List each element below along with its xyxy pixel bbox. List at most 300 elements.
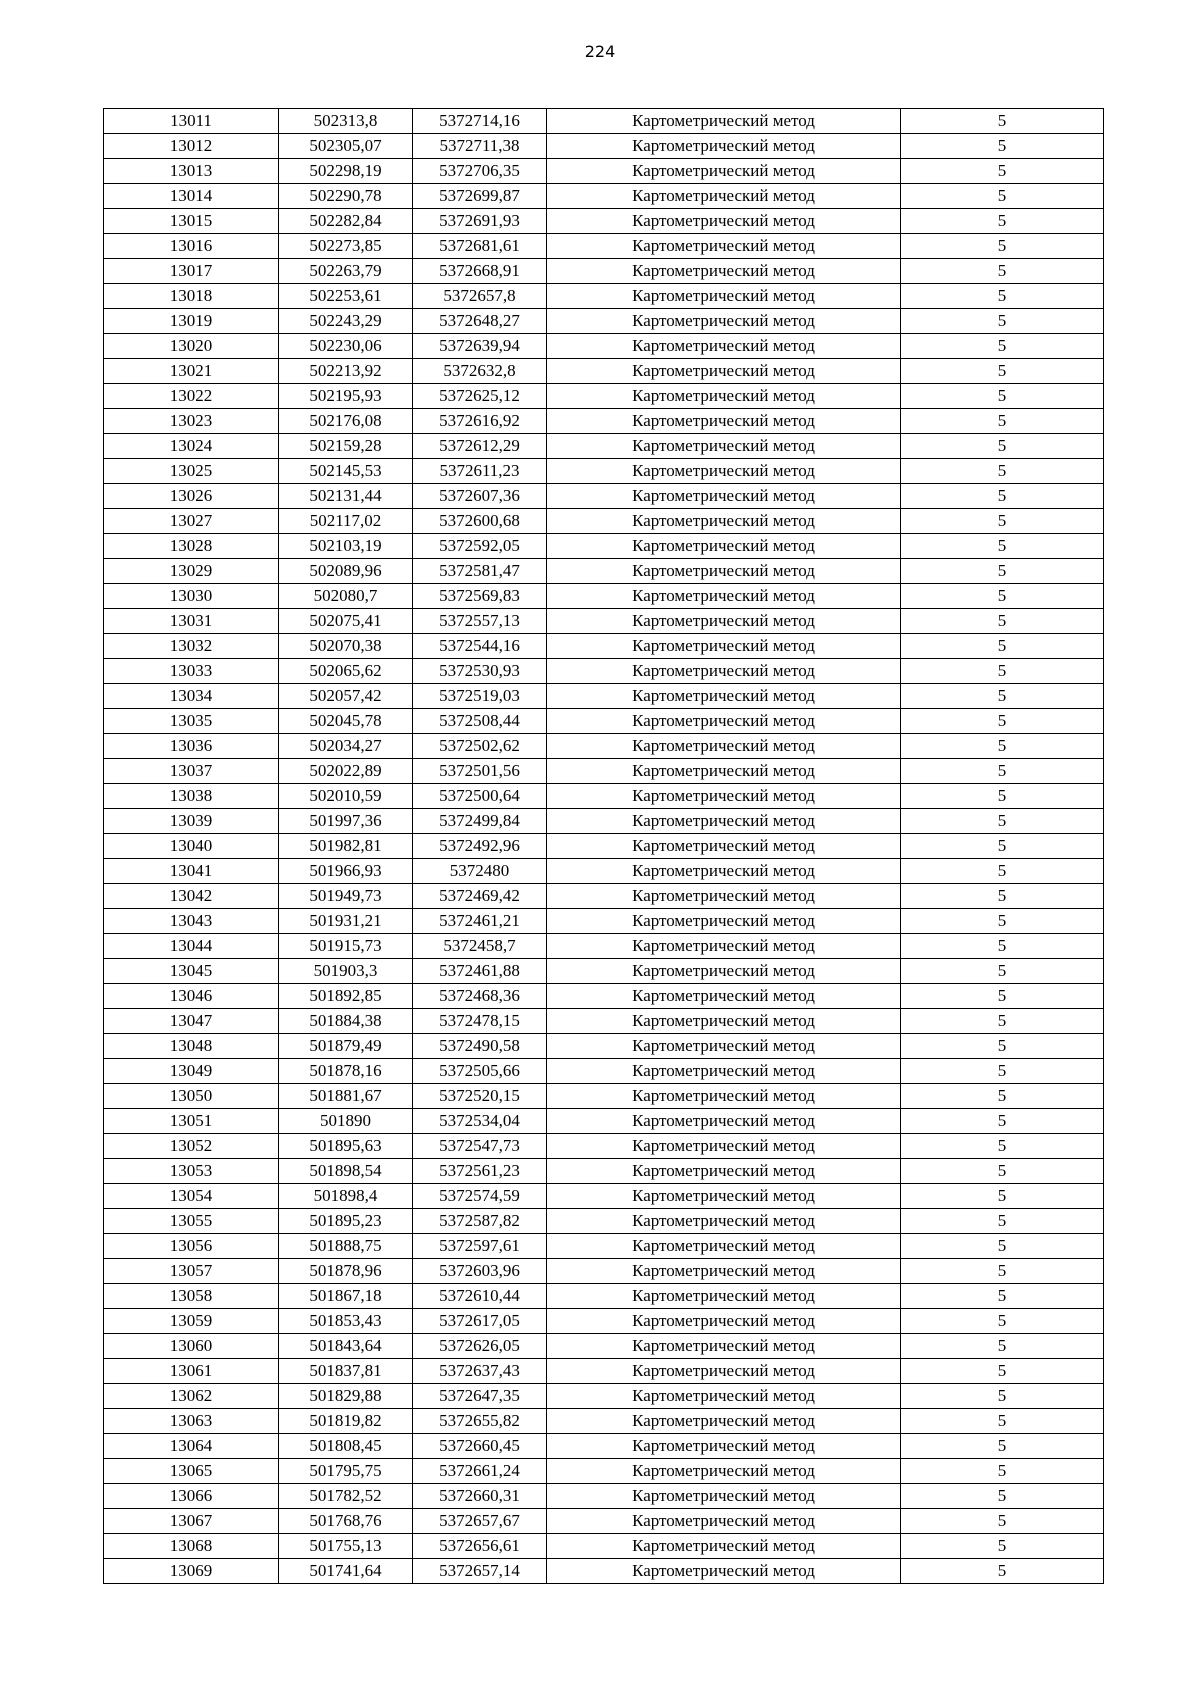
x-coordinate-cell: 502298,19 [279,159,413,184]
method-cell: Картометрический метод [547,1509,901,1534]
y-coordinate-cell: 5372625,12 [413,384,547,409]
point-number-cell: 13032 [104,634,279,659]
accuracy-cell: 5 [901,834,1104,859]
accuracy-cell: 5 [901,1034,1104,1059]
method-cell: Картометрический метод [547,1409,901,1434]
x-coordinate-cell: 501915,73 [279,934,413,959]
accuracy-cell: 5 [901,1084,1104,1109]
table-row [104,884,1104,909]
y-coordinate-cell: 5372569,83 [413,584,547,609]
accuracy-cell: 5 [901,734,1104,759]
x-coordinate-cell: 501878,16 [279,1059,413,1084]
method-cell: Картометрический метод [547,1034,901,1059]
method-cell: Картометрический метод [547,509,901,534]
y-coordinate-cell: 5372499,84 [413,809,547,834]
method-cell: Картометрический метод [547,1134,901,1159]
method-cell: Картометрический метод [547,1559,901,1584]
point-number-cell: 13034 [104,684,279,709]
table-row [104,809,1104,834]
point-number-cell: 13047 [104,1009,279,1034]
y-coordinate-cell: 5372508,44 [413,709,547,734]
point-number-cell: 13020 [104,334,279,359]
x-coordinate-cell: 501819,82 [279,1409,413,1434]
point-number-cell: 13015 [104,209,279,234]
y-coordinate-cell: 5372458,7 [413,934,547,959]
table-row [104,1184,1104,1209]
point-number-cell: 13016 [104,234,279,259]
x-coordinate-cell: 501837,81 [279,1359,413,1384]
y-coordinate-cell: 5372714,16 [413,109,547,134]
accuracy-cell: 5 [901,359,1104,384]
y-coordinate-cell: 5372597,61 [413,1234,547,1259]
point-number-cell: 13031 [104,609,279,634]
table-row [104,1384,1104,1409]
table-row [104,109,1104,134]
x-coordinate-cell: 501898,54 [279,1159,413,1184]
method-cell: Картометрический метод [547,834,901,859]
y-coordinate-cell: 5372656,61 [413,1534,547,1559]
x-coordinate-cell: 502075,41 [279,609,413,634]
table-body [104,109,1104,1584]
y-coordinate-cell: 5372681,61 [413,234,547,259]
y-coordinate-cell: 5372520,15 [413,1084,547,1109]
point-number-cell: 13022 [104,384,279,409]
x-coordinate-cell: 501853,43 [279,1309,413,1334]
accuracy-cell: 5 [901,584,1104,609]
point-number-cell: 13037 [104,759,279,784]
table-row [104,759,1104,784]
table-row [104,284,1104,309]
accuracy-cell: 5 [901,1009,1104,1034]
table-row [104,1209,1104,1234]
point-number-cell: 13059 [104,1309,279,1334]
accuracy-cell: 5 [901,159,1104,184]
method-cell: Картометрический метод [547,109,901,134]
accuracy-cell: 5 [901,1559,1104,1584]
method-cell: Картометрический метод [547,784,901,809]
accuracy-cell: 5 [901,1359,1104,1384]
y-coordinate-cell: 5372478,15 [413,1009,547,1034]
point-number-cell: 13053 [104,1159,279,1184]
y-coordinate-cell: 5372648,27 [413,309,547,334]
y-coordinate-cell: 5372632,8 [413,359,547,384]
y-coordinate-cell: 5372617,05 [413,1309,547,1334]
table-row [104,784,1104,809]
point-number-cell: 13067 [104,1509,279,1534]
point-number-cell: 13014 [104,184,279,209]
point-number-cell: 13066 [104,1484,279,1509]
point-number-cell: 13045 [104,959,279,984]
y-coordinate-cell: 5372530,93 [413,659,547,684]
accuracy-cell: 5 [901,484,1104,509]
accuracy-cell: 5 [901,859,1104,884]
x-coordinate-cell: 502034,27 [279,734,413,759]
accuracy-cell: 5 [901,1384,1104,1409]
x-coordinate-cell: 501829,88 [279,1384,413,1409]
x-coordinate-cell: 502253,61 [279,284,413,309]
x-coordinate-cell: 502022,89 [279,759,413,784]
accuracy-cell: 5 [901,1209,1104,1234]
x-coordinate-cell: 502057,42 [279,684,413,709]
y-coordinate-cell: 5372612,29 [413,434,547,459]
point-number-cell: 13057 [104,1259,279,1284]
accuracy-cell: 5 [901,1459,1104,1484]
method-cell: Картометрический метод [547,309,901,334]
method-cell: Картометрический метод [547,1184,901,1209]
accuracy-cell: 5 [901,784,1104,809]
table-row [104,1509,1104,1534]
accuracy-cell: 5 [901,534,1104,559]
accuracy-cell: 5 [901,459,1104,484]
y-coordinate-cell: 5372657,14 [413,1559,547,1584]
point-number-cell: 13029 [104,559,279,584]
y-coordinate-cell: 5372660,31 [413,1484,547,1509]
point-number-cell: 13062 [104,1384,279,1409]
x-coordinate-cell: 501782,52 [279,1484,413,1509]
y-coordinate-cell: 5372655,82 [413,1409,547,1434]
x-coordinate-cell: 502045,78 [279,709,413,734]
point-number-cell: 13011 [104,109,279,134]
table-row [104,659,1104,684]
method-cell: Картометрический метод [547,1284,901,1309]
x-coordinate-cell: 502010,59 [279,784,413,809]
point-number-cell: 13013 [104,159,279,184]
y-coordinate-cell: 5372639,94 [413,334,547,359]
point-number-cell: 13054 [104,1184,279,1209]
x-coordinate-cell: 501931,21 [279,909,413,934]
point-number-cell: 13025 [104,459,279,484]
table-row [104,959,1104,984]
y-coordinate-cell: 5372607,36 [413,484,547,509]
method-cell: Картометрический метод [547,134,901,159]
accuracy-cell: 5 [901,184,1104,209]
method-cell: Картометрический метод [547,1309,901,1334]
method-cell: Картометрический метод [547,1009,901,1034]
table-row [104,684,1104,709]
table-row [104,1034,1104,1059]
method-cell: Картометрический метод [547,1359,901,1384]
accuracy-cell: 5 [901,1059,1104,1084]
point-number-cell: 13039 [104,809,279,834]
table-row [104,359,1104,384]
method-cell: Картометрический метод [547,1484,901,1509]
accuracy-cell: 5 [901,334,1104,359]
y-coordinate-cell: 5372691,93 [413,209,547,234]
point-number-cell: 13019 [104,309,279,334]
y-coordinate-cell: 5372592,05 [413,534,547,559]
table-row [104,184,1104,209]
x-coordinate-cell: 501888,75 [279,1234,413,1259]
point-number-cell: 13052 [104,1134,279,1159]
table-row [104,209,1104,234]
x-coordinate-cell: 501881,67 [279,1084,413,1109]
accuracy-cell: 5 [901,1509,1104,1534]
method-cell: Картометрический метод [547,934,901,959]
method-cell: Картометрический метод [547,1059,901,1084]
method-cell: Картометрический метод [547,684,901,709]
table-row [104,159,1104,184]
accuracy-cell: 5 [901,1309,1104,1334]
x-coordinate-cell: 501768,76 [279,1509,413,1534]
point-number-cell: 13063 [104,1409,279,1434]
table-row [104,609,1104,634]
point-number-cell: 13024 [104,434,279,459]
point-number-cell: 13065 [104,1459,279,1484]
table-row [104,734,1104,759]
method-cell: Картометрический метод [547,259,901,284]
table-row [104,309,1104,334]
method-cell: Картометрический метод [547,534,901,559]
point-number-cell: 13043 [104,909,279,934]
table-row [104,559,1104,584]
x-coordinate-cell: 502290,78 [279,184,413,209]
method-cell: Картометрический метод [547,1434,901,1459]
point-number-cell: 13051 [104,1109,279,1134]
y-coordinate-cell: 5372581,47 [413,559,547,584]
x-coordinate-cell: 501755,13 [279,1534,413,1559]
table-row [104,834,1104,859]
method-cell: Картометрический метод [547,184,901,209]
method-cell: Картометрический метод [547,734,901,759]
x-coordinate-cell: 501884,38 [279,1009,413,1034]
x-coordinate-cell: 502195,93 [279,384,413,409]
y-coordinate-cell: 5372505,66 [413,1059,547,1084]
accuracy-cell: 5 [901,684,1104,709]
accuracy-cell: 5 [901,109,1104,134]
x-coordinate-cell: 501966,93 [279,859,413,884]
x-coordinate-cell: 502213,92 [279,359,413,384]
table-row [104,1009,1104,1034]
y-coordinate-cell: 5372711,38 [413,134,547,159]
method-cell: Картометрический метод [547,384,901,409]
method-cell: Картометрический метод [547,1109,901,1134]
method-cell: Картометрический метод [547,1084,901,1109]
y-coordinate-cell: 5372647,35 [413,1384,547,1409]
point-number-cell: 13027 [104,509,279,534]
point-number-cell: 13021 [104,359,279,384]
table-row [104,1284,1104,1309]
accuracy-cell: 5 [901,1334,1104,1359]
y-coordinate-cell: 5372490,58 [413,1034,547,1059]
table-row [104,1434,1104,1459]
y-coordinate-cell: 5372544,16 [413,634,547,659]
x-coordinate-cell: 501895,63 [279,1134,413,1159]
x-coordinate-cell: 501898,4 [279,1184,413,1209]
y-coordinate-cell: 5372699,87 [413,184,547,209]
y-coordinate-cell: 5372469,42 [413,884,547,909]
point-number-cell: 13028 [104,534,279,559]
point-number-cell: 13055 [104,1209,279,1234]
point-number-cell: 13018 [104,284,279,309]
point-number-cell: 13030 [104,584,279,609]
accuracy-cell: 5 [901,1109,1104,1134]
y-coordinate-cell: 5372547,73 [413,1134,547,1159]
point-number-cell: 13068 [104,1534,279,1559]
point-number-cell: 13023 [104,409,279,434]
accuracy-cell: 5 [901,709,1104,734]
table-row [104,134,1104,159]
point-number-cell: 13060 [104,1334,279,1359]
method-cell: Картометрический метод [547,709,901,734]
x-coordinate-cell: 501903,3 [279,959,413,984]
page-number: 224 [584,42,616,61]
x-coordinate-cell: 502103,19 [279,534,413,559]
y-coordinate-cell: 5372611,23 [413,459,547,484]
method-cell: Картометрический метод [547,409,901,434]
table-row [104,1559,1104,1584]
method-cell: Картометрический метод [547,459,901,484]
table-row [104,1484,1104,1509]
x-coordinate-cell: 501949,73 [279,884,413,909]
point-number-cell: 13035 [104,709,279,734]
method-cell: Картометрический метод [547,609,901,634]
accuracy-cell: 5 [901,1184,1104,1209]
point-number-cell: 13058 [104,1284,279,1309]
y-coordinate-cell: 5372492,96 [413,834,547,859]
accuracy-cell: 5 [901,934,1104,959]
y-coordinate-cell: 5372574,59 [413,1184,547,1209]
table-row [104,634,1104,659]
point-number-cell: 13041 [104,859,279,884]
x-coordinate-cell: 502305,07 [279,134,413,159]
y-coordinate-cell: 5372557,13 [413,609,547,634]
table-row [104,859,1104,884]
y-coordinate-cell: 5372500,64 [413,784,547,809]
accuracy-cell: 5 [901,259,1104,284]
method-cell: Картометрический метод [547,884,901,909]
y-coordinate-cell: 5372461,88 [413,959,547,984]
accuracy-cell: 5 [901,409,1104,434]
table-row [104,984,1104,1009]
method-cell: Картометрический метод [547,984,901,1009]
table-row [104,1059,1104,1084]
point-number-cell: 13036 [104,734,279,759]
accuracy-cell: 5 [901,284,1104,309]
accuracy-cell: 5 [901,809,1104,834]
x-coordinate-cell: 501890 [279,1109,413,1134]
point-number-cell: 13033 [104,659,279,684]
x-coordinate-cell: 501982,81 [279,834,413,859]
accuracy-cell: 5 [901,634,1104,659]
table-row [104,1109,1104,1134]
y-coordinate-cell: 5372600,68 [413,509,547,534]
y-coordinate-cell: 5372502,62 [413,734,547,759]
accuracy-cell: 5 [901,1259,1104,1284]
method-cell: Картометрический метод [547,484,901,509]
point-number-cell: 13017 [104,259,279,284]
accuracy-cell: 5 [901,1159,1104,1184]
table-row [104,1234,1104,1259]
method-cell: Картометрический метод [547,1209,901,1234]
table-row [104,259,1104,284]
accuracy-cell: 5 [901,1284,1104,1309]
table-row [104,334,1104,359]
y-coordinate-cell: 5372480 [413,859,547,884]
table-row [104,1359,1104,1384]
accuracy-cell: 5 [901,234,1104,259]
x-coordinate-cell: 501997,36 [279,809,413,834]
point-number-cell: 13038 [104,784,279,809]
accuracy-cell: 5 [901,384,1104,409]
table-row [104,1134,1104,1159]
table-row [104,459,1104,484]
method-cell: Картометрический метод [547,1334,901,1359]
table-row [104,434,1104,459]
y-coordinate-cell: 5372603,96 [413,1259,547,1284]
accuracy-cell: 5 [901,659,1104,684]
x-coordinate-cell: 502230,06 [279,334,413,359]
method-cell: Картометрический метод [547,159,901,184]
table-row [104,1459,1104,1484]
point-number-cell: 13044 [104,934,279,959]
x-coordinate-cell: 501892,85 [279,984,413,1009]
accuracy-cell: 5 [901,909,1104,934]
method-cell: Картометрический метод [547,759,901,784]
y-coordinate-cell: 5372561,23 [413,1159,547,1184]
y-coordinate-cell: 5372661,24 [413,1459,547,1484]
table-row [104,1159,1104,1184]
y-coordinate-cell: 5372657,8 [413,284,547,309]
table-row [104,1334,1104,1359]
x-coordinate-cell: 502273,85 [279,234,413,259]
method-cell: Картометрический метод [547,859,901,884]
x-coordinate-cell: 502313,8 [279,109,413,134]
accuracy-cell: 5 [901,759,1104,784]
accuracy-cell: 5 [901,959,1104,984]
y-coordinate-cell: 5372657,67 [413,1509,547,1534]
method-cell: Картометрический метод [547,1459,901,1484]
method-cell: Картометрический метод [547,359,901,384]
y-coordinate-cell: 5372610,44 [413,1284,547,1309]
x-coordinate-cell: 502070,38 [279,634,413,659]
y-coordinate-cell: 5372461,21 [413,909,547,934]
x-coordinate-cell: 502159,28 [279,434,413,459]
method-cell: Картометрический метод [547,1534,901,1559]
method-cell: Картометрический метод [547,809,901,834]
x-coordinate-cell: 501895,23 [279,1209,413,1234]
table-row [104,409,1104,434]
point-number-cell: 13040 [104,834,279,859]
method-cell: Картометрический метод [547,284,901,309]
y-coordinate-cell: 5372660,45 [413,1434,547,1459]
x-coordinate-cell: 502243,29 [279,309,413,334]
x-coordinate-cell: 502131,44 [279,484,413,509]
method-cell: Картометрический метод [547,1159,901,1184]
table-row [104,1534,1104,1559]
table-row [104,1409,1104,1434]
method-cell: Картометрический метод [547,959,901,984]
point-number-cell: 13061 [104,1359,279,1384]
method-cell: Картометрический метод [547,209,901,234]
method-cell: Картометрический метод [547,559,901,584]
method-cell: Картометрический метод [547,1259,901,1284]
y-coordinate-cell: 5372616,92 [413,409,547,434]
y-coordinate-cell: 5372587,82 [413,1209,547,1234]
method-cell: Картометрический метод [547,1234,901,1259]
accuracy-cell: 5 [901,884,1104,909]
accuracy-cell: 5 [901,1409,1104,1434]
accuracy-cell: 5 [901,609,1104,634]
x-coordinate-cell: 501795,75 [279,1459,413,1484]
table-row [104,509,1104,534]
y-coordinate-cell: 5372519,03 [413,684,547,709]
x-coordinate-cell: 502089,96 [279,559,413,584]
x-coordinate-cell: 501843,64 [279,1334,413,1359]
accuracy-cell: 5 [901,1534,1104,1559]
point-number-cell: 13069 [104,1559,279,1584]
accuracy-cell: 5 [901,509,1104,534]
table-row [104,234,1104,259]
